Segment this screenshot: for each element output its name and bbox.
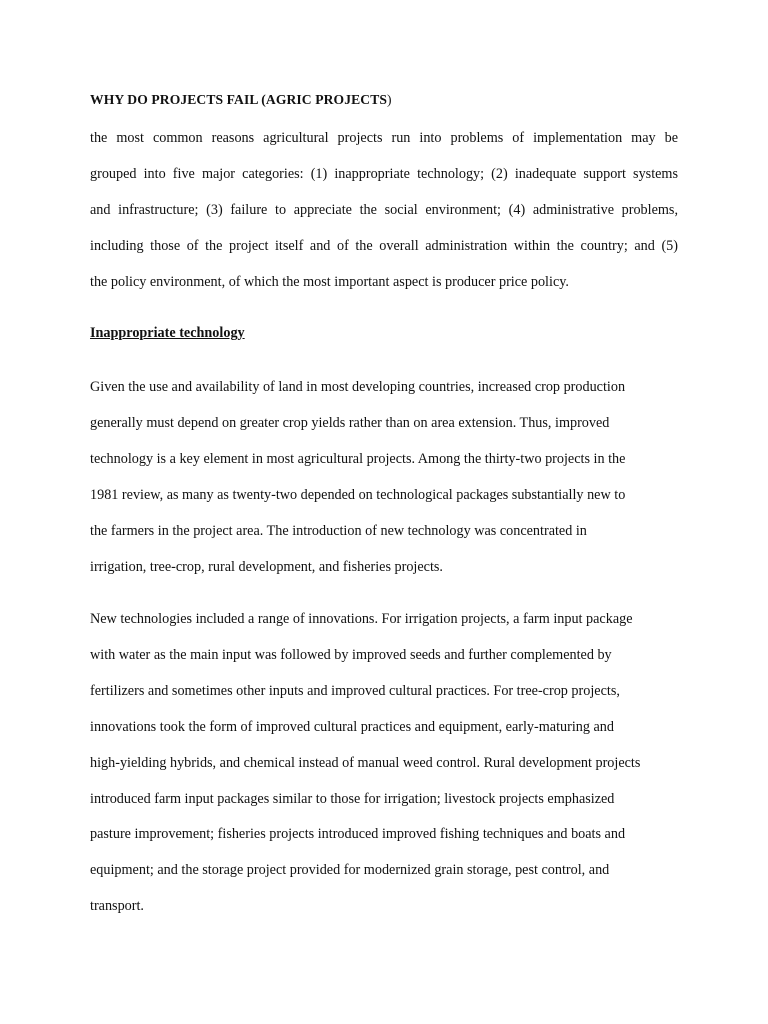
intro-line: the policy environment, of which the most important aspect is producer price policy. [90, 273, 569, 290]
document-title [90, 92, 392, 108]
paragraph-line: fertilizers and sometimes other inputs and improved cultural practices. For tree-crop projects, [90, 682, 620, 699]
paragraph-line: the farmers in the project area. The introduction of new technology was concentrated in [90, 522, 587, 539]
paragraph-line: innovations took the form of improved cultural practices and equipment, early-maturing and [90, 718, 614, 735]
paragraph-line: irrigation, tree-crop, rural development, and fisheries projects. [90, 558, 443, 575]
paragraph-line: technology is a key element in most agricultural projects. Among the thirty-two projects in the [90, 450, 626, 467]
paragraph-line: high-yielding hybrids, and chemical instead of manual weed control. Rural development projects [90, 754, 641, 771]
intro-line: and infrastructure; (3) failure to appreciate the social environment; (4) administrative problems, [90, 201, 678, 218]
technology-paragraph-2 [90, 602, 678, 925]
paragraph-line: equipment; and the storage project provided for modernized grain storage, pest control, and [90, 862, 610, 879]
paragraph-line: pasture improvement; fisheries projects introduced improved fishing techniques and boats and [90, 826, 626, 843]
paragraph-line: Given the use and availability of land in most developing countries, increased crop production [90, 379, 626, 395]
paragraph-line: New technologies included a range of innovations. For irrigation projects, a farm input package [90, 611, 633, 627]
intro-line: including those of the project itself and of the overall administration within the country; and (5) [90, 237, 678, 254]
paragraph-line: introduced farm input packages similar to those for irrigation; livestock projects emphasized [90, 790, 615, 807]
intro-paragraph [90, 121, 678, 301]
document-title-close: ) [387, 92, 392, 107]
document-title-main: WHY DO PROJECTS FAIL (AGRIC PROJECTS [90, 92, 388, 107]
intro-line: grouped into five major categories: (1) inappropriate technology; (2) inadequate support systems [90, 165, 678, 182]
technology-paragraph-1 [90, 370, 678, 585]
paragraph-line: transport. [90, 898, 144, 915]
intro-line: the most common reasons agricultural projects run into problems of implementation may be [90, 130, 678, 146]
paragraph-line: with water as the main input was followed by improved seeds and further complemented by [90, 646, 612, 663]
paragraph-line: generally must depend on greater crop yields rather than on area extension. Thus, improved [90, 414, 610, 431]
section-heading: Inappropriate technology [90, 325, 245, 341]
paragraph-line: 1981 review, as many as twenty-two depended on technological packages substantially new to [90, 486, 626, 503]
